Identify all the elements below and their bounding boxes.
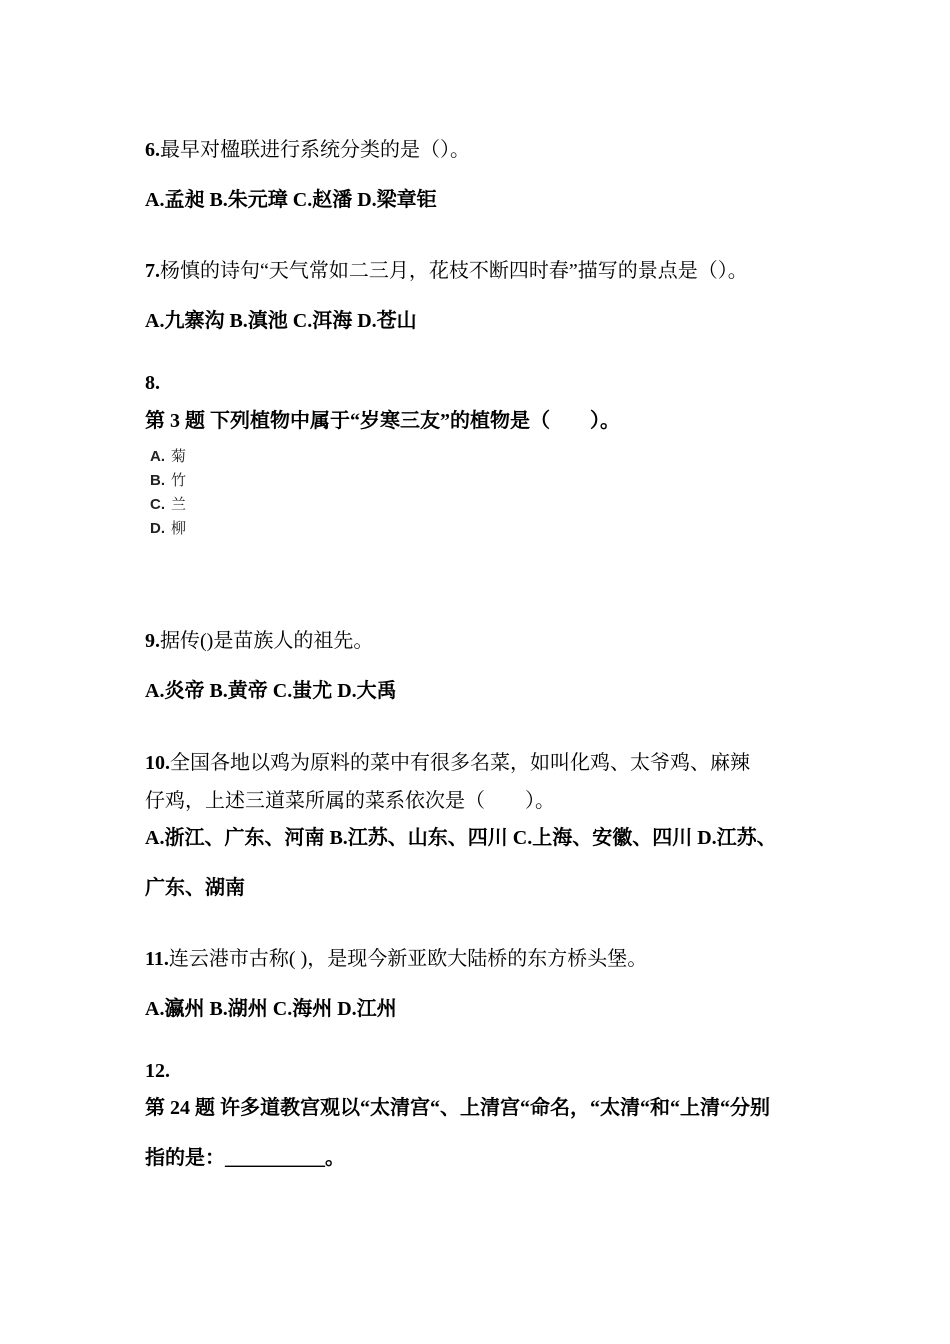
- question-12-text-line1: 第 24 题 许多道教宫观以“太清宫“、上清宫“命名，“太清“和“上清“分别: [145, 1097, 770, 1119]
- question-text: 连云港市古称( )，是现今新亚欧大陆桥的东方桥头堡。: [168, 948, 648, 970]
- question-number: 11.: [145, 948, 169, 970]
- question-number: 10.: [145, 752, 170, 774]
- question-9-options: A.炎帝 B.黄帝 C.蚩尤 D.大禹: [145, 680, 397, 702]
- question-text-line1: 全国各地以鸡为原料的菜中有很多名菜，如叫化鸡、太爷鸡、麻辣: [170, 752, 750, 774]
- question-8-choice-b: [150, 471, 186, 490]
- question-text: 据传()是苗族人的祖先。: [160, 630, 374, 652]
- choice-label: C.: [150, 496, 165, 513]
- question-10-options-line1: A.浙江、广东、河南 B.江苏、山东、四川 C.上海、安徽、四川 D.江苏、: [145, 827, 777, 849]
- question-text: 最早对楹联进行系统分类的是（）。: [160, 139, 470, 161]
- question-12-text-line2: 指的是：__________。: [145, 1147, 345, 1169]
- question-10-options-line2: 广东、湖南: [145, 877, 245, 899]
- choice-text: 兰: [171, 495, 187, 513]
- question-7-options: A.九寨沟 B.滇池 C.洱海 D.苍山: [145, 310, 417, 332]
- question-6: [145, 137, 470, 163]
- choice-label: D.: [150, 520, 165, 537]
- choice-text: 柳: [171, 519, 187, 537]
- choice-text: 菊: [171, 447, 187, 465]
- question-10-text-line2: 仔鸡，上述三道菜所属的菜系依次是（ ）。: [145, 790, 555, 812]
- question-10: [145, 750, 750, 776]
- question-8-choice-a: [150, 447, 186, 466]
- question-number: 7.: [145, 260, 160, 282]
- question-11: [145, 946, 647, 972]
- question-text: 杨慎的诗句“天气常如二三月，花枝不断四时春”描写的景点是（）。: [160, 260, 748, 282]
- question-6-options: A.孟昶 B.朱元璋 C.赵潘 D.梁章钜: [145, 189, 437, 211]
- choice-label: A.: [150, 448, 165, 465]
- question-8-choice-c: [150, 495, 186, 514]
- choice-label: B.: [150, 472, 165, 489]
- question-8-text: 第 3 题 下列植物中属于“岁寒三友”的植物是（ ）。: [145, 410, 620, 432]
- question-12-number: 12.: [145, 1060, 170, 1082]
- question-8-number: 8.: [145, 372, 160, 394]
- question-8-choice-d: [150, 519, 186, 538]
- choice-text: 竹: [171, 471, 187, 489]
- question-9: [145, 628, 373, 654]
- question-number: 9.: [145, 630, 160, 652]
- question-11-options: A.瀛州 B.湖州 C.海州 D.江州: [145, 998, 397, 1020]
- question-7: [145, 258, 748, 284]
- question-number: 6.: [145, 139, 160, 161]
